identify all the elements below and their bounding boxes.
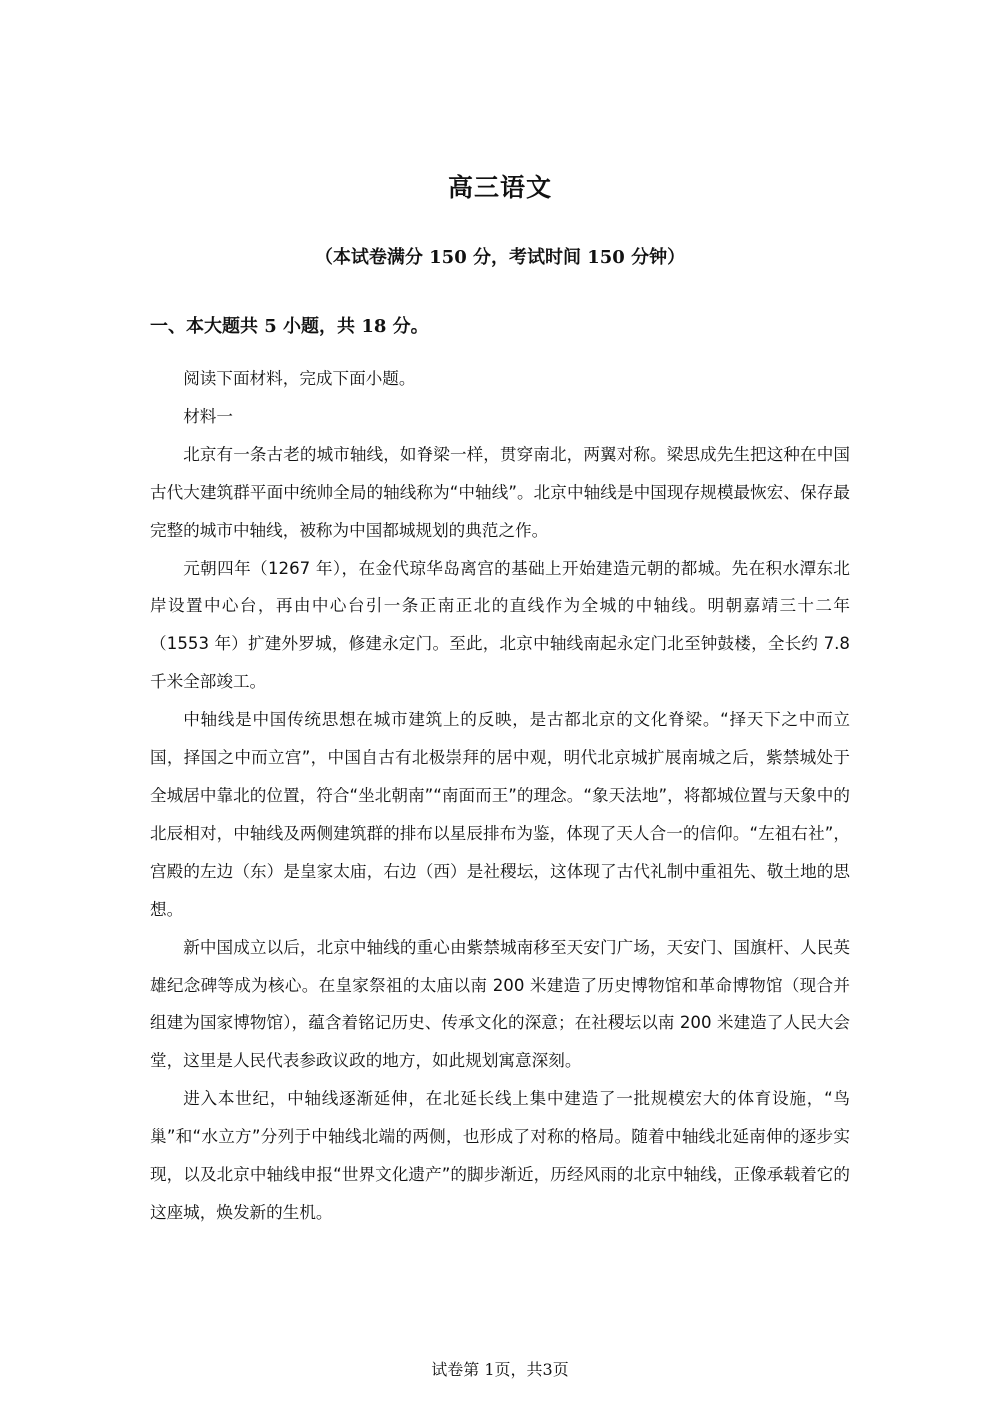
body-paragraph: 元朝四年（1267 年），在金代琼华岛离宫的基础上开始建造元朝的都城。先在积水潭东北岸设置中心台，再由中心台引一条正南正北的直线作为全城的中轴线。明朝嘉靖三十二年（1553 年）扩建外罗城，修建永定门。至此，北京中轴线南起永定门北至钟鼓楼，全长约 7.8 千米全部竣工。 xyxy=(150,558,850,692)
reading-material xyxy=(150,360,850,1232)
page-footer: 试卷第 1页，共3页 xyxy=(431,1360,569,1379)
body-paragraph: 中轴线是中国传统思想在城市建筑上的反映，是古都北京的文化脊梁。“择天下之中而立国，择国之中而立宫”，中国自古有北极崇拜的居中观，明代北京城扩展南城之后，紫禁城处于全城居中靠北的位置，符合“坐北朝南”“南面而王”的理念。“象天法地”，将都城位置与天象中的北辰相对，中轴线及两侧建筑群的排布以星辰排布为鉴，体现了天人合一的信仰。“左祖右社”，宫殿的左边（东）是皇家太庙，右边（西）是社稷坛，这体现了古代礼制中重祖先、敬土地的思想。 xyxy=(150,710,850,919)
material-label: 材料一 xyxy=(183,406,233,426)
body-paragraph: 新中国成立以后，北京中轴线的重心由紫禁城南移至天安门广场，天安门、国旗杆、人民英雄纪念碑等成为核心。在皇家祭祖的太庙以南 200 米建造了历史博物馆和革命博物馆（现合并组建为国家博物馆），蕴含着铭记历史、传承文化的深意；在社稷坛以南 200 米建造了人民大会堂，这里是人民代表参政议政的地方，如此规划寓意深刻。 xyxy=(150,937,850,1071)
page-title: 高三语文 xyxy=(447,173,552,202)
section-heading: 一、本大题共 5 小题，共 18 分。 xyxy=(150,316,429,337)
instruction-paragraph: 阅读下面材料，完成下面小题。 xyxy=(183,369,416,388)
body-paragraph: 进入本世纪，中轴线逐渐延伸，在北延长线上集中建造了一批规模宏大的体育设施，“鸟巢”和“水立方”分列于中轴线北端的两侧，也形成了对称的格局。随着中轴线北延南伸的逐步实现，以及北京中轴线申报“世界文化遗产”的脚步渐近，历经风雨的北京中轴线，正像承载着它的这座城，焕发新的生机。 xyxy=(150,1089,850,1222)
body-paragraph: 北京有一条古老的城市轴线，如脊梁一样，贯穿南北，两翼对称。梁思成先生把这种在中国古代大建筑群平面中统帅全局的轴线称为“中轴线”。北京中轴线是中国现存规模最恢宏、保存最完整的城市中轴线，被称为中国都城规划的典范之作。 xyxy=(150,444,850,540)
exam-subtitle: （本试卷满分 150 分，考试时间 150 分钟） xyxy=(314,247,686,268)
